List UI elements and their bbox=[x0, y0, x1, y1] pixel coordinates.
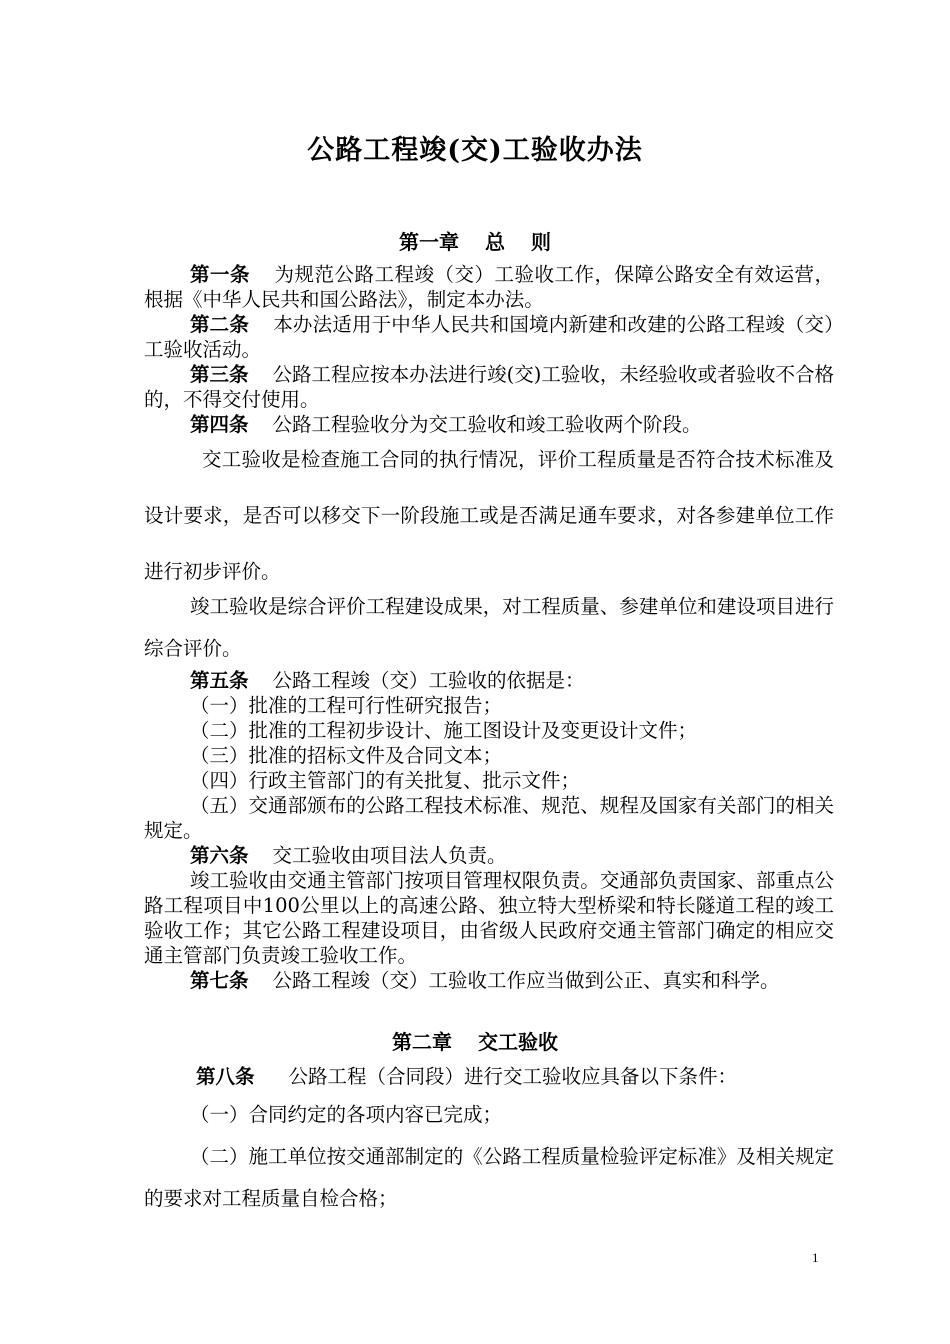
article-7 bbox=[144, 968, 834, 993]
article-5-list bbox=[144, 693, 834, 843]
page-number: 1 bbox=[812, 1250, 819, 1265]
list-item: （二）批准的工程初步设计、施工图设计及变更设计文件； bbox=[190, 719, 698, 742]
article-6 bbox=[144, 843, 834, 868]
chapter-1-title-part2: 则 bbox=[531, 230, 551, 254]
list-item: （一）批准的工程可行性研究报告； bbox=[190, 694, 503, 717]
list-item: （二）施工单位按交通部制定的《公路工程质量检验评定标准》及相关规定的要求对工程质量自检合格； bbox=[144, 1145, 834, 1210]
article-2 bbox=[144, 312, 834, 362]
document-title: 公路工程竣(交)工验收办法 bbox=[307, 135, 643, 166]
article-7-text: 公路工程竣（交）工验收工作应当做到公正、真实和科学。 bbox=[272, 969, 780, 992]
chapter-2-number: 第二章 bbox=[392, 1030, 452, 1054]
article-1-text: 为规范公路工程竣（交）工验收工作，保障公路安全有效运营，根据《中华人民共和国公路法》，制定本办法。 bbox=[144, 263, 834, 311]
article-2-label: 第二条 bbox=[190, 313, 250, 336]
article-5-text: 公路工程竣（交）工验收的依据是： bbox=[272, 669, 585, 692]
article-8-text: 公路工程（合同段）进行交工验收应具备以下条件： bbox=[288, 1065, 738, 1088]
chapter-1-title-part1: 总 bbox=[485, 230, 505, 254]
list-item: （一）合同约定的各项内容已完成； bbox=[190, 1103, 503, 1126]
article-6-text: 交工验收由项目法人负责。 bbox=[272, 844, 507, 867]
article-2-text: 本办法适用于中华人民共和国境内新建和改建的公路工程竣（交）工验收活动。 bbox=[144, 313, 834, 361]
article-3-text: 公路工程应按本办法进行竣(交)工验收，未经验收或者验收不合格的，不得交付使用。 bbox=[144, 363, 834, 411]
chapter-1-heading bbox=[0, 226, 950, 255]
article-6-label: 第六条 bbox=[190, 844, 249, 867]
article-8-label: 第八条 bbox=[196, 1065, 255, 1088]
article-1-label: 第一条 bbox=[190, 263, 250, 286]
article-5 bbox=[144, 668, 834, 693]
article-4-text: 公路工程验收分为交工验收和竣工验收两个阶段。 bbox=[272, 413, 702, 436]
list-item: （三）批准的招标文件及合同文本； bbox=[190, 744, 503, 767]
article-1 bbox=[144, 262, 834, 312]
list-item: （五）交通部颁布的公路工程技术标准、规范、规程及国家有关部门的相关规定。 bbox=[144, 794, 834, 842]
article-3-label: 第三条 bbox=[190, 363, 249, 386]
chapter-2-title: 交工验收 bbox=[478, 1030, 558, 1054]
article-7-label: 第七条 bbox=[190, 969, 249, 992]
article-4-paragraph-1: 交工验收是检查施工合同的执行情况，评价工程质量是否符合技术标准及设计要求，是否可以移交下一阶段施工或是否满足通车要求，对各参建单位工作进行初步评价。 bbox=[144, 448, 834, 583]
article-4-paragraph-2: 竣工验收是综合评价工程建设成果，对工程质量、参建单位和建设项目进行综合评价。 bbox=[144, 595, 834, 660]
chapter-1-number: 第一章 bbox=[399, 230, 459, 254]
article-5-label: 第五条 bbox=[190, 669, 249, 692]
list-item: （四）行政主管部门的有关批复、批示文件； bbox=[190, 769, 581, 792]
article-3 bbox=[144, 362, 834, 412]
article-6-paragraph-1: 竣工验收由交通主管部门按项目管理权限负责。交通部负责国家、部重点公路工程项目中100公里以上的高速公路、独立特大型桥梁和特长隧道工程的竣工验收工作；其它公路工程建设项目，由省级人民政府交通主管部门确定的相应交通主管部门负责竣工验收工作。 bbox=[144, 869, 834, 967]
chapter-2-heading bbox=[0, 1026, 950, 1055]
article-8 bbox=[144, 1056, 834, 1098]
article-8-list bbox=[144, 1094, 834, 1220]
article-4-label: 第四条 bbox=[190, 413, 249, 436]
